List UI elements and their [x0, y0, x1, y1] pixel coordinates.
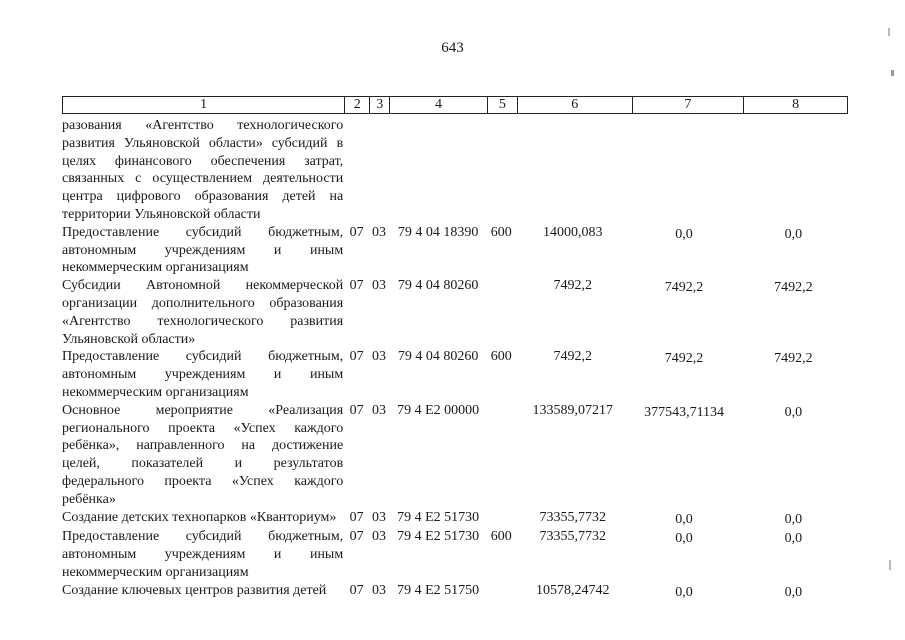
row-amount-8: 0,0 [784, 404, 803, 420]
row-amount-7: 7492,2 [664, 280, 704, 296]
row-amount-6: 7492,2 [553, 278, 593, 294]
header-col-5: 5 [488, 97, 518, 113]
row-expense-type [486, 582, 516, 602]
header-col-4: 4 [390, 97, 488, 113]
row-amount-6: 7492,2 [553, 349, 593, 365]
row-name: Создание ключевых центров развития детей [62, 582, 327, 598]
table-body [62, 117, 848, 602]
row-target-code: 79 4 04 80260 [397, 349, 479, 365]
row-expense-type: 600 [490, 529, 512, 545]
row-amount-7: 0,0 [675, 531, 693, 547]
header-col-2: 2 [345, 97, 370, 113]
row-target-code: 79 4 E2 51730 [397, 529, 480, 545]
page-number: 643 [441, 40, 464, 56]
row-amount-8: 7492,2 [774, 280, 813, 296]
row-name: Субсидии Автономной некоммерческой организации дополнительного образования «Агентство технологического развития Ульяновской области» [62, 278, 344, 347]
row-expense-type [486, 509, 516, 529]
header-col-1: 1 [63, 97, 345, 113]
row-amount-7 [629, 117, 738, 224]
row-subsection: 03 [371, 582, 386, 598]
row-section: 07 [349, 529, 364, 545]
row-amount-8: 0,0 [784, 531, 803, 547]
table-row [62, 528, 848, 581]
row-subsection: 03 [371, 509, 386, 525]
row-amount-8: 0,0 [784, 226, 803, 242]
table-header [62, 96, 848, 114]
header-col-7: 7 [633, 97, 745, 113]
row-name: Предоставление субсидий бюджетным, автономным учреждениям и иным некоммерческим организациям [62, 529, 344, 580]
row-section: 07 [349, 402, 364, 418]
row-name: Создание детских технопарков «Кванториум» [62, 509, 337, 525]
row-amount-8: 0,0 [784, 511, 803, 527]
row-name: Предоставление субсидий бюджетным, автономным учреждениям и иным некоммерческим организациям [62, 224, 344, 276]
row-expense-type [486, 402, 516, 509]
row-target-code: 79 4 E2 00000 [397, 402, 480, 418]
row-section: 07 [349, 349, 364, 365]
header-col-3: 3 [370, 97, 390, 113]
row-section: 07 [349, 278, 364, 294]
row-amount-7: 7492,2 [664, 351, 704, 367]
row-subsection: 03 [371, 224, 386, 240]
row-target-code: 79 4 E2 51750 [397, 582, 480, 598]
row-section: 07 [349, 224, 364, 240]
row-name: Предоставление субсидий бюджетным, автономным учреждениям и иным некоммерческим организациям [62, 349, 344, 400]
row-expense-type [486, 117, 516, 224]
table-row [62, 582, 848, 602]
table-row [62, 402, 848, 509]
row-section: 07 [349, 509, 364, 525]
row-amount-6: 73355,7732 [539, 529, 607, 545]
row-expense-type: 600 [490, 349, 512, 365]
row-section: 07 [349, 582, 364, 598]
table-row [62, 348, 848, 401]
row-subsection: 03 [371, 278, 386, 294]
row-subsection: 03 [371, 349, 386, 365]
row-target-code: 79 4 E2 51730 [397, 509, 480, 525]
row-amount-8: 0,0 [784, 584, 803, 600]
row-amount-8: 7492,2 [774, 351, 813, 367]
row-target-code: 79 4 04 80260 [397, 278, 479, 294]
row-name: Основное мероприятие «Реализация регионального проекта «Успех каждого ребёнка», направленного на достижение целей, показателей и результатов федерального проекта «Успех каждого ребёнка» [62, 402, 344, 507]
row-amount-6: 14000,083 [543, 224, 603, 240]
row-amount-7: 0,0 [675, 584, 693, 600]
scan-mark [888, 28, 890, 36]
row-amount-6: 133589,07217 [532, 402, 614, 418]
row-section [343, 117, 368, 224]
scan-mark [891, 70, 894, 76]
row-amount-6 [516, 117, 629, 224]
table-row [62, 117, 848, 224]
row-amount-7: 0,0 [675, 226, 693, 242]
row-amount-6: 73355,7732 [539, 509, 607, 525]
row-name: разования «Агентство технологического развития Ульяновской области» субсидий в целях финансового обеспечения затрат, связанных с осуществлением деятельности центра цифрового образования детей на территории Ульяновской области [62, 118, 344, 222]
row-amount-7: 0,0 [675, 511, 693, 527]
row-subsection: 03 [371, 402, 386, 418]
row-subsection: 03 [371, 529, 386, 545]
row-expense-type [486, 277, 516, 348]
table-row [62, 224, 848, 277]
row-amount-6: 10578,24742 [536, 582, 610, 598]
row-amount-8 [739, 117, 848, 224]
row-subsection [368, 117, 390, 224]
row-target-code [390, 117, 486, 224]
scan-mark [889, 560, 891, 570]
row-amount-7: 377543,71134 [644, 404, 725, 420]
header-col-8: 8 [792, 97, 800, 112]
header-col-6: 6 [518, 97, 633, 113]
table-row [62, 509, 848, 529]
row-expense-type: 600 [490, 224, 512, 240]
table-row [62, 277, 848, 348]
row-target-code: 79 4 04 18390 [397, 224, 479, 240]
